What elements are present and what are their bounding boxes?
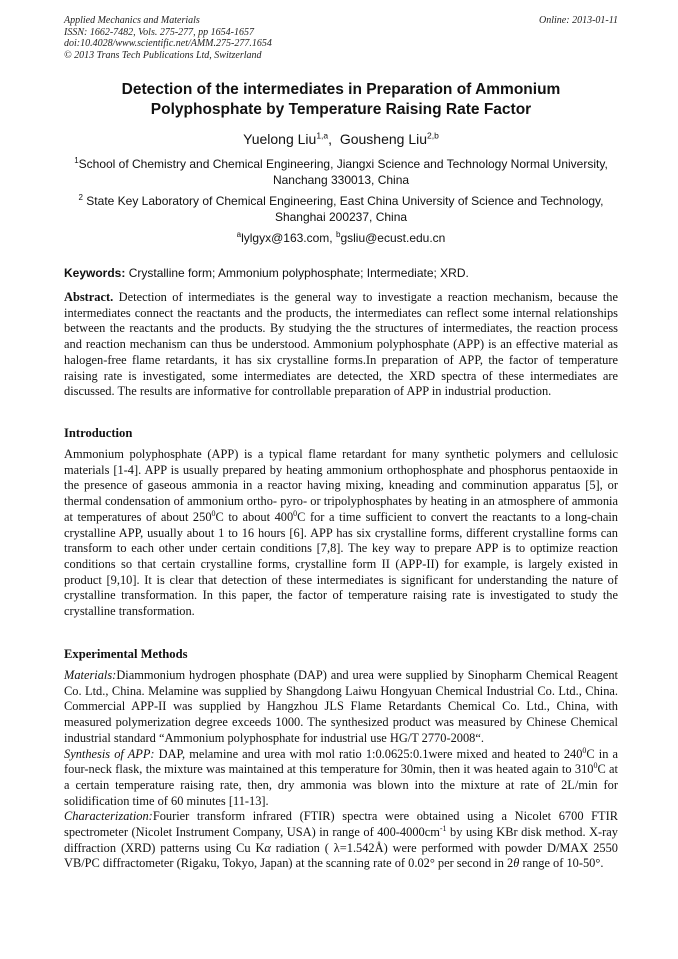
characterization-text-2: by using KBr disk method. X-ray diffraction (XRD) patterns using Cu K [64,825,618,855]
journal-header [64,15,618,61]
author-1-sup: 1,a [316,130,329,141]
author-list [64,130,618,148]
journal-name: Applied Mechanics and Materials [64,15,200,26]
theta-symbol: θ [513,856,520,871]
synthesis-sup-1: 0 [582,745,587,755]
affiliation-1-line-2: Nanchang 330013, China [272,173,410,187]
author-emails [64,230,618,246]
affiliation-2-line-1: State Key Laboratory of Chemical Engineering, East China University of Science and Technology, [82,194,604,208]
author-separator: , [328,131,340,147]
email-b-sup: b [335,230,341,239]
online-date: Online: 2013-01-11 [539,15,618,26]
copyright-line: © 2013 Trans Tech Publications Ltd, Switzerland [64,49,262,61]
intro-text-3: C for a time sufficient to convert the reactants to a long-chain crystalline APP, usually about 1 to 16 hours [6]. APP has six crystalline forms, different crystalline forms can transform to each other under certain conditions [7,8]. The key way to prepare APP is to optimize reaction conditions so that certain crystalline forms, crystalline form II (APP-II) for example, is largely existed in product [9,10]. It is clear that detection of these intermediates is significant for understanding the nature of crystalline transformation. In this paper, the factor of temperature raising rate is investigated to study the crystalline transformation. [64,509,618,619]
abstract [64,290,618,400]
materials-paragraph [64,668,618,747]
author-2-name: Gousheng Liu [339,131,428,147]
author-1-name: Yuelong Liu [243,131,317,147]
synthesis-label: Synthesis of APP: [64,746,155,761]
characterization-text-4: range of 10-50°. [519,856,604,871]
materials-label: Materials: [64,668,117,682]
characterization-text-3: radiation ( λ=1.542Å) were performed with powder D/MAX 2550 VB/PC diffractometer (Rigaku, Tokyo, Japan) at the scanning rate of 0.02° per second in 2 [64,840,618,871]
synthesis-sup-2: 0 [593,761,598,771]
synthesis-text-3: C at a certain temperature raising rate, then, dry ammonia was blown into the mixture at rate of 2L/min for solidification time of 60 minutes [11-13]. [64,762,618,808]
email-b[interactable]: gsliu@ecust.edu.cn [340,231,446,245]
issn-line: ISSN: 1662-7482, Vols. 275-277, pp 1654-1657 [64,26,254,38]
synthesis-paragraph [64,747,618,810]
affiliation-2-number: 2 [78,193,83,202]
keywords [64,265,618,281]
keywords-text: Crystalline form; Ammonium polyphosphate; Intermediate; XRD. [125,266,469,280]
methods-section [64,668,618,872]
author-2-sup: 2,b [427,130,439,141]
title-line-1: Detection of the intermediates in Preparation of Ammonium [121,81,561,98]
intro-text-2: C to about 400 [215,509,294,524]
affiliation-1 [64,156,618,188]
synthesis-text-2: C in a four-neck flask, the mixture was maintained at this temperature for 30min, then it was heated again to 310 [64,746,618,777]
email-a-sup: a [236,230,242,239]
methods-heading: Experimental Methods [64,647,188,661]
abstract-text: Detection of intermediates is the general way to investigate a reaction mechanism, because the intermediates connect the reactants and the products, the intermediates can reflect some internal relationships between the reactants and the products. By studying the the structures of intermediates, the reaction process and reaction mechanism can thus be understood. Ammonium polyphosphate (APP) is an effective material as halogen-free flame retardants, it has six crystalline forms.In preparation of APP, the factor of temperature raising rate is investigated, some intermediates are detected, the XRD spectra of these intermediates are discussed. The results are informative for controllable preparation of APP in industrial production. [64,290,618,399]
affiliation-2 [64,193,618,225]
characterization-paragraph [64,809,618,872]
characterization-label: Characterization: [64,809,153,824]
title-line-2: Polyphosphate by Temperature Raising Rate Factor [150,101,532,118]
intro-text-1: Ammonium polyphosphate (APP) is a typical flame retardant for many synthetic polymers and cellulosic materials [1-4]. APP is usually prepared by heating ammonium orthophosphate and phosphorus pentaoxide in the presence of gaseous ammonia in a reactor having mixing, kneading and comminution apparatus [5], or thermal condensation of ammonium ortho- pyro- or tripolyphosphates by heating in an atmosphere of ammonia at temperatures of about 250 [64,447,618,524]
affiliation-1-line-1: School of Chemistry and Chemical Engineering, Jiangxi Science and Technology Normal University, [78,157,608,171]
email-a[interactable]: lylgyx@163.com, [241,231,336,245]
paper-title [64,80,618,120]
materials-text: Diammonium hydrogen phosphate (DAP) and urea were supplied by Sinopharm Chemical Reagent Co. Ltd., China. Melamine was supplied by Shangdong Laiwu Hongyuan Chemical Industrial Co. Ltd., China. Commercial APP-II was supplied by Hangzhou JLS Flame Retardants Chemical Co. Ltd., China, with measured polymerization degree exceeds 1000. The synthesized product was measured by Chinese Chemical industrial standard “Ammonium polyphosphate for industrial use HG/T 2770-2008“. [64,668,618,745]
doi-line[interactable]: doi:10.4028/www.scientific.net/AMM.275-277.1654 [64,38,272,49]
synthesis-text-1: DAP, melamine and urea with mol ratio 1:0.0625:0.1were mixed and heated to 240 [154,746,583,761]
characterization-sup: -1 [439,823,447,833]
affiliation-2-line-2: Shanghai 200237, China [274,210,408,224]
alpha-symbol: α [264,840,271,855]
introduction-paragraph [64,447,618,620]
intro-sup-1: 0 [211,508,216,518]
intro-sup-2: 0 [293,508,298,518]
abstract-label: Abstract. [64,290,114,304]
affiliation-1-number: 1 [74,156,79,165]
introduction-heading: Introduction [64,426,133,440]
keywords-label: Keywords: [64,266,126,280]
characterization-text-1: Fourier transform infrared (FTIR) spectra were obtained using a Nicolet 6700 FTIR spectrometer (Nicolet Instrument Company, USA) in range of 400-4000cm [64,809,618,840]
